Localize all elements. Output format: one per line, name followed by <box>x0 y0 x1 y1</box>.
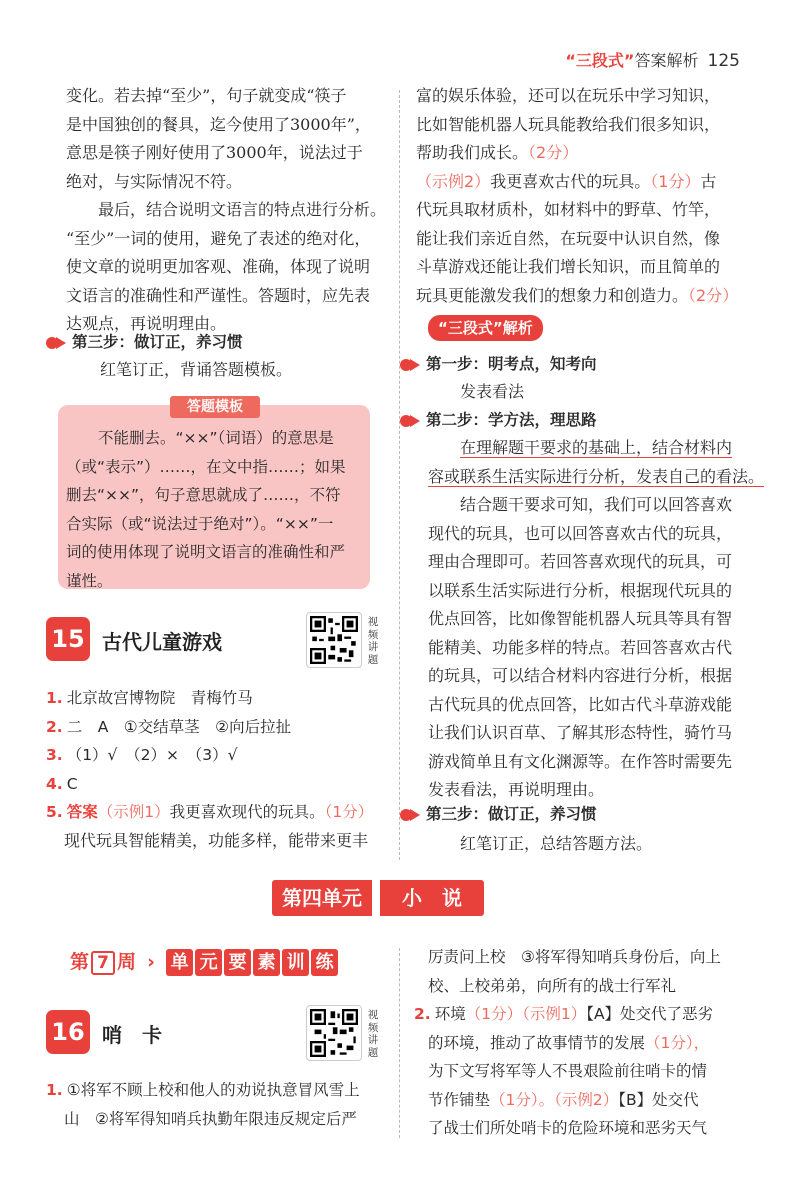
answer-line <box>414 1029 754 1058</box>
column-divider <box>399 90 400 860</box>
text-span: 我更喜欢古代的玩具。 <box>490 171 651 191</box>
column-divider-bottom <box>399 948 400 1138</box>
template-text <box>66 424 366 595</box>
answer-line <box>46 713 386 742</box>
answer-label: 答案 <box>66 803 98 821</box>
text-line: 是中国独创的餐具，迄今使用了3000年”， <box>66 114 371 134</box>
answer-text: （1）√ （2）× （3）√ <box>66 746 238 764</box>
step-title: 第二步：学方法，理思路 <box>426 411 597 429</box>
underlined-text: 容或联系生活实际进行分析，发表自己的看法。 <box>428 466 765 486</box>
answer-text: ①将军不顾上校和他人的劝说执意冒风雪上 <box>66 1081 360 1099</box>
section-title: 古代儿童游戏 <box>102 630 222 654</box>
week-post: 周 <box>117 951 137 973</box>
text-line: 古代玩具的优点回答，比如古代斗草游戏能 <box>428 694 733 714</box>
example-label: （示例2） <box>554 1090 619 1109</box>
example-label: （示例1） <box>522 1005 587 1023</box>
text-line <box>416 168 746 197</box>
answer-text: 【A】处交代了恶劣 <box>586 1005 714 1023</box>
text-line: 让我们认识百草、了解其形态特性，骑竹马 <box>428 723 733 742</box>
text-line <box>428 434 758 463</box>
arrow-icon <box>410 809 420 821</box>
answer-line: 现代玩具智能精美，功能多样，能带来更丰 <box>64 830 369 850</box>
answer-number: 2. <box>414 1005 431 1023</box>
analysis-step3 <box>400 802 597 824</box>
text-line: 现代的玩具，也可以回答喜欢古代的玩具， <box>428 523 733 543</box>
answer-line: 山 ②将军得知哨兵执勤年限违反规定后严 <box>64 1109 357 1128</box>
analysis-step2 <box>400 408 597 430</box>
text-line: 意思是筷子刚好使用了3000年，说法过于 <box>66 143 363 162</box>
qr-label: 视频讲题 <box>367 616 379 666</box>
text-line: 达观点，再说明理由。 <box>66 314 227 333</box>
answer-line <box>414 1000 754 1029</box>
unit-banner <box>272 880 484 916</box>
text-line: 优点回答，比如像智能机器人玩具等具有智 <box>428 609 733 628</box>
score-label: （2分） <box>528 143 579 162</box>
answer-line: 为下文写将军等人不畏艰险前往哨卡的情 <box>428 1062 708 1080</box>
qr-pattern <box>310 1009 358 1057</box>
text-line: 变化。若去掉“至少”，句子就变成“筷子 <box>66 86 347 105</box>
week-char: 元 <box>195 949 222 976</box>
text-line: 的玩具，可以结合材料内容进行分析，根据 <box>428 666 733 685</box>
score-label: （1分）。 <box>490 1090 555 1109</box>
answer-number: 2. <box>46 717 63 736</box>
week-char: 练 <box>311 949 338 976</box>
score-label: （1分） <box>650 171 701 191</box>
page-number: 125 <box>707 51 740 71</box>
section16-answers <box>46 1076 391 1133</box>
text-line: 富的娱乐体验，还可以在玩乐中学习知识， <box>416 86 721 105</box>
text-line: 使文章的说明更加客观、准确，体现了说明 <box>66 257 371 276</box>
chevron-right-icon: › <box>147 951 155 973</box>
week-char: 单 <box>166 949 193 976</box>
unit-title: 小 说 <box>380 880 484 916</box>
left-top-text <box>66 82 386 339</box>
arrow-icon <box>410 359 420 371</box>
answer-line <box>46 684 386 713</box>
answer-text: 二 A ①交结草茎 ②向后拉扯 <box>66 717 292 736</box>
answer-text: 【B】处交代 <box>618 1090 699 1109</box>
text-line <box>416 282 746 311</box>
answer-line <box>46 770 386 799</box>
text-span: 古 <box>700 171 717 191</box>
unit-notch <box>372 880 380 916</box>
answer-number: 1. <box>46 1081 63 1099</box>
week-bar <box>70 947 340 981</box>
example-label: （示例1） <box>97 803 170 821</box>
answer-line <box>46 798 386 827</box>
step3-left <box>46 330 243 352</box>
arrow-icon <box>410 415 420 427</box>
text-line <box>416 139 746 168</box>
step-title: 第三步：做订正，养习惯 <box>426 805 597 823</box>
answer-number: 4. <box>46 774 63 793</box>
text-span: 帮助我们成长。 <box>416 143 529 162</box>
example-label: （示例2） <box>416 171 491 191</box>
text-span: 玩具更能激发我们的想象力和创造力。 <box>416 285 689 305</box>
text-line: 以联系生活实际进行分析，根据现代玩具的 <box>428 580 733 600</box>
step3-body: 红笔订正，背诵答题模板。 <box>100 360 293 379</box>
week-char: 训 <box>282 949 309 976</box>
text-line: 结合题干要求可知，我们可以回答喜欢 <box>460 495 733 514</box>
score-label: （1分）， <box>645 1033 710 1052</box>
analysis-step1 <box>400 352 597 374</box>
header-label: 答案解析 <box>634 51 699 70</box>
qr-code-icon[interactable] <box>306 612 362 668</box>
text-line: 文语言的准确性和严谨性。答题时，应先表 <box>66 285 371 305</box>
text-line: 绝对，与实际情况不符。 <box>66 171 243 191</box>
step2-body <box>428 434 765 805</box>
section15-answers <box>46 684 386 855</box>
page-header <box>565 48 740 71</box>
text-line: 比如智能机器人玩具能教给我们很多知识， <box>416 114 721 134</box>
answer-text: 节作铺垫 <box>428 1090 491 1109</box>
score-label: （2分） <box>688 285 739 305</box>
text-line: 发表看法，再说明理由。 <box>428 780 605 799</box>
qr-pattern <box>310 616 358 664</box>
arrow-icon <box>56 337 66 349</box>
week-char: 要 <box>224 949 251 976</box>
answer-number: 5. <box>46 803 63 821</box>
header-brand: “三段式” <box>565 51 635 70</box>
week-number: 7 <box>91 951 115 975</box>
answer-text: 的环境，推动了故事情节的发展 <box>428 1033 646 1052</box>
template-line: 合实际（或“说法过于绝对”）。“××”一 <box>66 514 334 533</box>
answer-text: C <box>66 774 78 793</box>
section-number: 16 <box>46 1010 90 1054</box>
answer-text: 我更喜欢现代的玩具。 <box>169 803 325 821</box>
qr-code-icon[interactable] <box>306 1005 362 1061</box>
answer-number: 1. <box>46 689 63 707</box>
template-line: 词的使用体现了说明文语言的准确性和严 <box>66 543 346 561</box>
step1-body: 发表看法 <box>460 382 525 401</box>
answer-number: 3. <box>46 746 63 764</box>
qr-label: 视频讲题 <box>367 1009 379 1059</box>
text-line: 斗草游戏还能让我们增长知识，而且简单的 <box>416 257 721 276</box>
text-line: “至少”一词的使用，避免了表述的绝对化， <box>66 228 371 248</box>
analysis-pill: “三段式”解析 <box>428 315 543 341</box>
answer-line <box>414 1086 754 1115</box>
template-line: 不能删去。“××”（词语）的意思是 <box>98 429 334 447</box>
text-line: 厉责问上校 ③将军得知哨兵身份后，向上 <box>428 948 721 966</box>
answer-line <box>46 741 386 770</box>
score-label: （1分） <box>465 1005 523 1023</box>
template-line: 谨性。 <box>66 571 113 590</box>
template-tag: 答题模板 <box>170 396 260 418</box>
section-title: 哨 卡 <box>102 1023 162 1047</box>
answer-line <box>46 1076 391 1105</box>
template-line: （或“表示”）……，在文中指……；如果 <box>66 457 346 476</box>
text-line: 能精美、功能多样的特点。若回答喜欢古代 <box>428 637 733 657</box>
text-line <box>428 463 765 492</box>
unit-label: 第四单元 <box>272 880 372 916</box>
template-line: 删去“××”，句子意思就成了……，不符 <box>66 486 341 504</box>
step-title: 第一步：明考点，知考向 <box>426 355 597 373</box>
text-line: 理由合理即可。若回答喜欢现代的玩具，可 <box>428 552 733 571</box>
week-pre: 第 <box>70 951 90 973</box>
week-char: 素 <box>253 949 280 976</box>
underlined-text: 在理解题干要求的基础上，结合材料内 <box>460 438 733 457</box>
right-bottom-text <box>414 943 754 1143</box>
text-line: 最后，结合说明文语言的特点进行分析。 <box>98 200 387 219</box>
right-top-text <box>416 82 746 310</box>
text-line: 校、上校弟弟，向所有的战士行军礼 <box>428 976 677 995</box>
answer-line: 了战士们所处哨卡的危险环境和恶劣天气 <box>428 1119 708 1137</box>
answer-text: 北京故宫博物院 青梅竹马 <box>66 689 253 707</box>
step3-body: 红笔订正，总结答题方法。 <box>460 834 653 853</box>
score-label: （1分） <box>324 803 374 821</box>
answer-text: 环境 <box>434 1005 466 1023</box>
text-line: 代玩具取材质朴，如材料中的野草、竹竿， <box>416 200 721 219</box>
step-title: 第三步：做订正，养习惯 <box>72 333 243 351</box>
text-line: 能让我们亲近自然，在玩耍中认识自然，像 <box>416 228 721 248</box>
text-line: 游戏简单且有文化渊源等。在作答时需要先 <box>428 751 733 771</box>
section-number: 15 <box>46 617 90 661</box>
analysis-tag <box>428 315 543 341</box>
